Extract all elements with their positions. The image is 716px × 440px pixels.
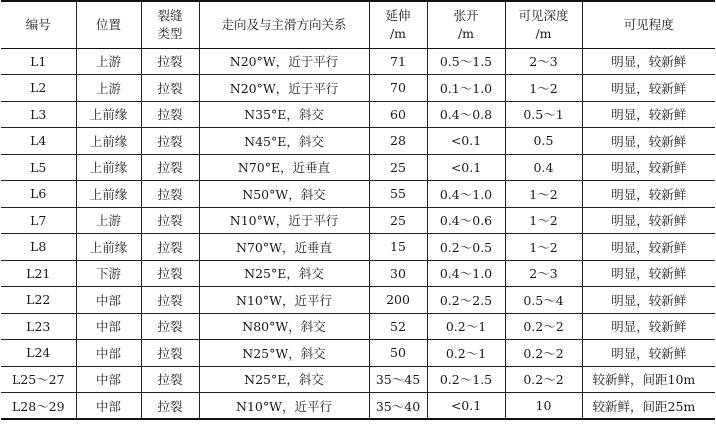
cell-location: 上游 xyxy=(76,75,141,102)
cell-visibility: 明显，较新鲜 xyxy=(582,287,715,314)
table-row xyxy=(1,181,715,208)
table-row xyxy=(1,154,715,181)
cell-visible-depth: 0.2～2 xyxy=(505,313,582,340)
table-row xyxy=(1,207,715,234)
cell-extension: 25 xyxy=(369,154,427,181)
column-header-crack-type xyxy=(141,1,199,48)
column-header-location xyxy=(76,1,141,48)
cell-id: L22 xyxy=(1,287,76,314)
cell-opening: <0.1 xyxy=(427,393,505,420)
cell-visibility: 明显，较新鲜 xyxy=(582,313,715,340)
cell-visible-depth: 1～2 xyxy=(505,207,582,234)
cell-visibility: 较新鲜，间距10m xyxy=(582,366,715,393)
cell-strike-relation: N10°W，近于平行 xyxy=(199,207,369,234)
cell-crack-type: 拉裂 xyxy=(141,313,199,340)
cell-visible-depth: 1～2 xyxy=(505,181,582,208)
cell-opening: 0.2～1 xyxy=(427,340,505,367)
table-row xyxy=(1,366,715,393)
column-header-line: /m xyxy=(535,25,552,41)
column-header-line: 走向及与主滑方向关系 xyxy=(221,16,347,32)
cell-id: L3 xyxy=(1,101,76,128)
cell-opening: 0.5～1.5 xyxy=(427,48,505,75)
cell-location: 中部 xyxy=(76,340,141,367)
cell-extension: 200 xyxy=(369,287,427,314)
cell-strike-relation: N10°W，近平行 xyxy=(199,393,369,420)
cell-opening: 0.4～1.0 xyxy=(427,260,505,287)
table-row xyxy=(1,340,715,367)
cell-crack-type: 拉裂 xyxy=(141,366,199,393)
cell-crack-type: 拉裂 xyxy=(141,128,199,155)
cell-id: L7 xyxy=(1,207,76,234)
cell-visible-depth: 2～3 xyxy=(505,260,582,287)
cell-visibility: 明显，较新鲜 xyxy=(582,340,715,367)
cell-strike-relation: N25°E，斜交 xyxy=(199,260,369,287)
cell-opening: 0.2～0.5 xyxy=(427,234,505,261)
cell-visibility: 明显，较新鲜 xyxy=(582,207,715,234)
column-header-strike-relation xyxy=(199,1,369,48)
cell-location: 上游 xyxy=(76,48,141,75)
cell-crack-type: 拉裂 xyxy=(141,393,199,420)
cell-visibility: 明显，较新鲜 xyxy=(582,48,715,75)
column-header-extension xyxy=(369,1,427,48)
cell-location: 上前缘 xyxy=(76,154,141,181)
cell-visible-depth: 10 xyxy=(505,393,582,420)
cell-visibility: 明显，较新鲜 xyxy=(582,234,715,261)
cell-strike-relation: N20°W，近于平行 xyxy=(199,75,369,102)
cell-extension: 25 xyxy=(369,207,427,234)
cell-extension: 35～40 xyxy=(369,393,427,420)
table-row xyxy=(1,128,715,155)
cell-crack-type: 拉裂 xyxy=(141,48,199,75)
cell-id: L25～27 xyxy=(1,366,76,393)
cell-extension: 52 xyxy=(369,313,427,340)
column-header-line: 延伸 xyxy=(385,7,411,23)
crack-table xyxy=(1,0,715,420)
column-header-line: /m xyxy=(389,25,407,41)
cell-extension: 70 xyxy=(369,75,427,102)
cell-visibility: 明显，较新鲜 xyxy=(582,154,715,181)
column-header-line: 可见程度 xyxy=(623,16,674,32)
column-header-line: 类型 xyxy=(157,25,183,41)
table-row xyxy=(1,101,715,128)
cell-extension: 30 xyxy=(369,260,427,287)
column-header-visible-depth xyxy=(505,1,582,48)
column-header-line: 张开 xyxy=(453,7,479,23)
column-header-line: 裂缝 xyxy=(157,7,183,23)
table-row xyxy=(1,393,715,420)
cell-crack-type: 拉裂 xyxy=(141,75,199,102)
cell-visible-depth: 0.5 xyxy=(505,128,582,155)
cell-location: 上前缘 xyxy=(76,101,141,128)
cell-extension: 55 xyxy=(369,181,427,208)
cell-opening: 0.2～2.5 xyxy=(427,287,505,314)
cell-opening: 0.1～1.0 xyxy=(427,75,505,102)
column-header-opening xyxy=(427,1,505,48)
cell-opening: <0.1 xyxy=(427,154,505,181)
column-header-line: 位置 xyxy=(95,16,121,32)
cell-id: L4 xyxy=(1,128,76,155)
cell-id: L8 xyxy=(1,234,76,261)
cell-visible-depth: 1～2 xyxy=(505,75,582,102)
cell-crack-type: 拉裂 xyxy=(141,340,199,367)
cell-strike-relation: N35°E，斜交 xyxy=(199,101,369,128)
cell-crack-type: 拉裂 xyxy=(141,181,199,208)
cell-visible-depth: 0.5～4 xyxy=(505,287,582,314)
cell-id: L6 xyxy=(1,181,76,208)
cell-crack-type: 拉裂 xyxy=(141,207,199,234)
table-row xyxy=(1,234,715,261)
cell-visibility: 明显，较新鲜 xyxy=(582,181,715,208)
cell-strike-relation: N25°E，斜交 xyxy=(199,366,369,393)
cell-crack-type: 拉裂 xyxy=(141,101,199,128)
column-header-line: /m xyxy=(457,25,475,41)
cell-opening: 0.2～1.5 xyxy=(427,366,505,393)
cell-opening: 0.2～1 xyxy=(427,313,505,340)
table-row xyxy=(1,260,715,287)
cell-visible-depth: 1～2 xyxy=(505,234,582,261)
cell-strike-relation: N10°W，近平行 xyxy=(199,287,369,314)
cell-location: 下游 xyxy=(76,260,141,287)
cell-id: L23 xyxy=(1,313,76,340)
cell-strike-relation: N20°W，近于平行 xyxy=(199,48,369,75)
cell-strike-relation: N80°W，斜交 xyxy=(199,313,369,340)
cell-visible-depth: 2～3 xyxy=(505,48,582,75)
cell-opening: 0.4～1.0 xyxy=(427,181,505,208)
cell-strike-relation: N50°W，斜交 xyxy=(199,181,369,208)
cell-id: L24 xyxy=(1,340,76,367)
cell-extension: 50 xyxy=(369,340,427,367)
table-row xyxy=(1,48,715,75)
table-header xyxy=(1,1,715,48)
table-body xyxy=(1,48,715,419)
cell-location: 上前缘 xyxy=(76,181,141,208)
column-header-visibility xyxy=(582,1,715,48)
cell-location: 上前缘 xyxy=(76,128,141,155)
cell-id: L1 xyxy=(1,48,76,75)
cell-id: L21 xyxy=(1,260,76,287)
cell-crack-type: 拉裂 xyxy=(141,287,199,314)
cell-strike-relation: N25°W，斜交 xyxy=(199,340,369,367)
column-header-line: 编号 xyxy=(25,16,51,32)
cell-id: L5 xyxy=(1,154,76,181)
cell-crack-type: 拉裂 xyxy=(141,234,199,261)
cell-location: 中部 xyxy=(76,393,141,420)
cell-id: L28～29 xyxy=(1,393,76,420)
cell-opening: 0.4～0.6 xyxy=(427,207,505,234)
column-header-id xyxy=(1,1,76,48)
cell-extension: 28 xyxy=(369,128,427,155)
cell-id: L2 xyxy=(1,75,76,102)
cell-extension: 60 xyxy=(369,101,427,128)
cell-opening: 0.4～0.8 xyxy=(427,101,505,128)
cell-crack-type: 拉裂 xyxy=(141,260,199,287)
cell-location: 中部 xyxy=(76,313,141,340)
cell-visibility: 明显，较新鲜 xyxy=(582,101,715,128)
cell-visible-depth: 0.4 xyxy=(505,154,582,181)
cell-extension: 71 xyxy=(369,48,427,75)
cell-location: 中部 xyxy=(76,366,141,393)
table-row xyxy=(1,287,715,314)
cell-location: 中部 xyxy=(76,287,141,314)
cell-visibility: 明显，较新鲜 xyxy=(582,128,715,155)
cell-extension: 15 xyxy=(369,234,427,261)
column-header-line: 可见深度 xyxy=(518,7,569,23)
cell-visibility: 明显，较新鲜 xyxy=(582,75,715,102)
header-row xyxy=(1,1,715,48)
cell-visible-depth: 0.2～2 xyxy=(505,366,582,393)
cell-visibility: 较新鲜，间距25m xyxy=(582,393,715,420)
cell-location: 上前缘 xyxy=(76,234,141,261)
cell-visible-depth: 0.2～2 xyxy=(505,340,582,367)
cell-strike-relation: N70°W，近垂直 xyxy=(199,234,369,261)
cell-visible-depth: 0.5～1 xyxy=(505,101,582,128)
cell-visibility: 明显，较新鲜 xyxy=(582,260,715,287)
table-row xyxy=(1,75,715,102)
cell-strike-relation: N70°E，近垂直 xyxy=(199,154,369,181)
table-row xyxy=(1,313,715,340)
cell-location: 上游 xyxy=(76,207,141,234)
cell-opening: <0.1 xyxy=(427,128,505,155)
cell-crack-type: 拉裂 xyxy=(141,154,199,181)
cell-extension: 35～45 xyxy=(369,366,427,393)
cell-strike-relation: N45°E，斜交 xyxy=(199,128,369,155)
